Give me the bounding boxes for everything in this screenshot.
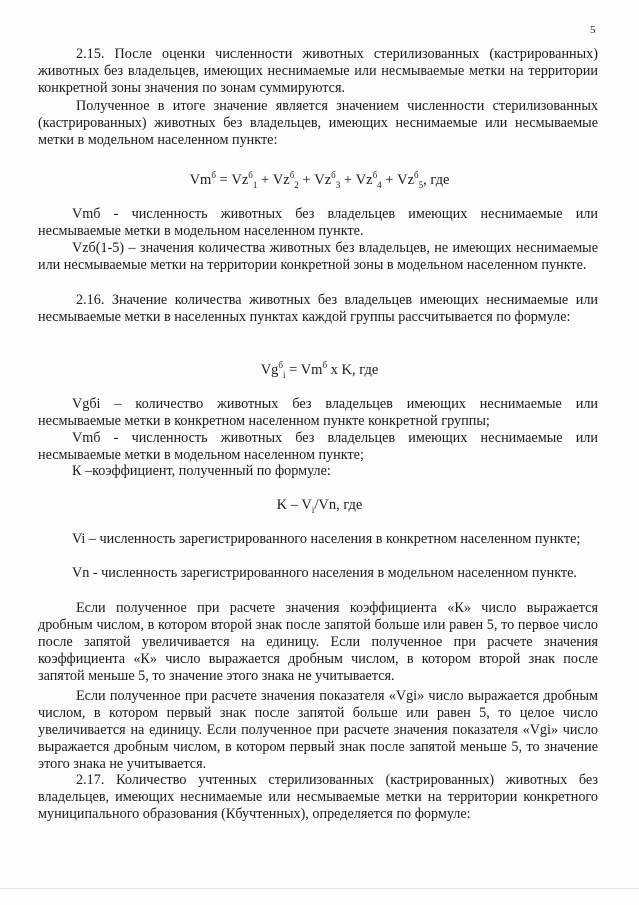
rule-coefficient-k: Если полученное при расчете значения коэффициента «К» число выражается дробным числом, в котором второй знак после запятой больше или равен 5, то первое число после запятой увеличивается на единицу. Если полученное при расчете значения коэффициента «К» число выражается дробным числом, в котором второй знак после запятой меньше 5, то значение этого знака не учитывается. — [38, 600, 598, 684]
definition-vm-2: Vmб - численность животных без владельцев имеющих неснимаемые или несмываемые метки в модельном населенном пункте; — [38, 430, 598, 463]
formula-k: K – $V_i/Vn$, где — [276, 497, 363, 515]
definition-vz: Vzб(1-5) – значения количества животных без владельцев, не имеющих неснимаемые или несмываемые метки на территории конкретной зоны в модельном населенном пункте. — [38, 240, 598, 273]
formula-vg: $Vg^б_i = Vm^б$ x K, где — [260, 360, 379, 380]
definition-vn: Vn - численность зарегистрированного населения в модельном населенном пункте. — [72, 565, 577, 581]
paragraph-2-15-result: Полученное в итоге значение является значением численности стерилизованных (кастрированных) животных без владельцев, имеющих неснимаемые или несмываемые метки в модельном населенном пункте: — [38, 98, 598, 148]
paragraph-2-15: 2.15. После оценки численности животных стерилизованных (кастрированных) животных без владельцев, имеющих неснимаемые или несмываемые метки на территории конкретной зоны значения по зонам суммируются. — [38, 46, 598, 96]
page-number: 5 — [590, 24, 596, 36]
paragraph-2-17: 2.17. Количество учтенных стерилизованных (кастрированных) животных без владельцев, имеющих неснимаемые или несмываемые метки на территории конкретного муниципального образования (Кбучтенных), определяется по формуле: — [38, 772, 598, 822]
definition-vm: Vmб - численность животных без владельцев имеющих неснимаемые или несмываемые метки в модельном населенном пункте. — [38, 206, 598, 239]
scan-edge-line — [0, 888, 639, 889]
definition-k: К –коэффициент, полученный по формуле: — [72, 463, 331, 479]
rule-indicator-vg: Если полученное при расчете значения показателя «Vgi» число выражается дробным числом, в котором первый знак после запятой больше или равен 5, то целое число увеличивается на единицу. Если полученное при расчете значения показателя «Vgi» число выражается дробным числом, в котором первый знак после запятой меньше 5, то значение этого знака не учитывается. — [38, 688, 598, 772]
definition-vi: Vi – численность зарегистрированного населения в конкретном населенном пункте; — [72, 531, 581, 547]
paragraph-2-16: 2.16. Значение количества животных без владельцев имеющих неснимаемые или несмываемые метки в населенных пунктах каждой группы рассчитывается по формуле: — [38, 292, 598, 325]
definition-vg: Vgбi – количество животных без владельцев имеющих неснимаемые или несмываемые метки в конкретном населенном пункте конкретной группы; — [38, 396, 598, 429]
formula-vm-sum: $Vm^б = Vz^б_1 + Vz^б_2 + Vz^б_3 + Vz^б_4 + Vz^б_5$, где — [189, 170, 450, 190]
